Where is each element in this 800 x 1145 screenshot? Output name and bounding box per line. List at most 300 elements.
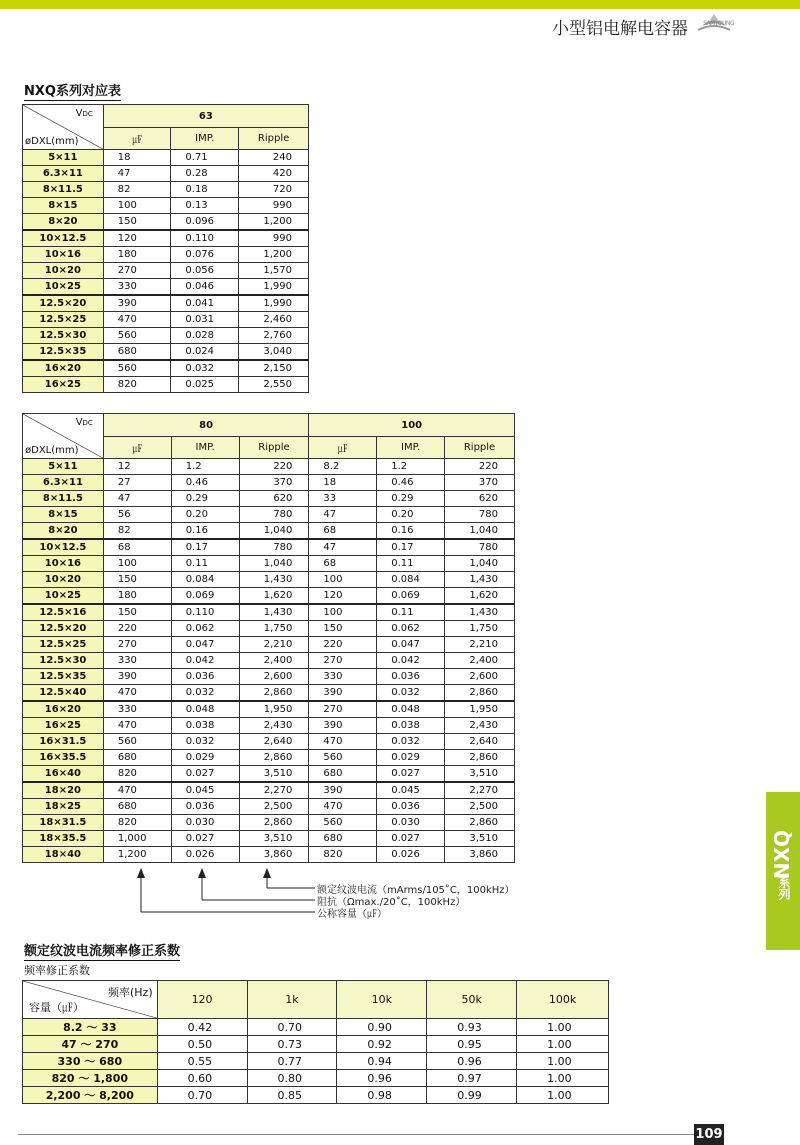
value-cell: 0.032 — [377, 734, 445, 750]
value-cell: 3,040 — [239, 344, 309, 361]
factor-cell: 0.70 — [247, 1019, 337, 1036]
value-cell: 0.038 — [377, 718, 445, 734]
value-cell: 0.041 — [171, 295, 239, 312]
value-cell: 560 — [103, 328, 171, 344]
freq-col: 100k — [517, 981, 609, 1019]
value-cell: 0.031 — [171, 312, 239, 328]
table-row — [23, 263, 309, 279]
col-imp: IMP. — [171, 437, 239, 459]
factor-cell: 0.80 — [247, 1070, 337, 1087]
table-row — [23, 198, 309, 214]
factor-cell: 0.95 — [427, 1036, 517, 1053]
value-cell: 1,620 — [239, 588, 309, 605]
value-cell: 1,040 — [239, 556, 309, 572]
table-row — [23, 556, 515, 572]
value-cell: 27 — [103, 475, 171, 491]
value-cell: 0.032 — [171, 685, 239, 702]
value-cell: 470 — [309, 734, 377, 750]
size-cell: 12.5×30 — [23, 328, 104, 344]
table-row — [23, 799, 515, 815]
value-cell: 0.027 — [377, 831, 445, 847]
size-cell: 10×25 — [23, 588, 104, 605]
value-cell: 2,430 — [239, 718, 309, 734]
value-cell: 47 — [103, 166, 171, 182]
table1-corner-cell — [23, 105, 104, 150]
cap-range-cell: 47 ～ 270 — [23, 1036, 158, 1053]
voltage-header-80: 80 — [103, 414, 309, 437]
value-cell: 0.46 — [377, 475, 445, 491]
value-cell: 0.032 — [171, 734, 239, 750]
value-cell: 390 — [103, 295, 171, 312]
table-row — [23, 831, 515, 847]
value-cell: 0.042 — [377, 653, 445, 669]
value-cell: 150 — [309, 621, 377, 637]
value-cell: 0.29 — [377, 491, 445, 507]
value-cell: 2,400 — [239, 653, 309, 669]
value-cell: 0.028 — [171, 328, 239, 344]
table-row — [23, 1036, 609, 1053]
value-cell: 0.048 — [171, 701, 239, 718]
table-row — [23, 815, 515, 831]
table-row — [23, 491, 515, 507]
value-cell: 0.28 — [171, 166, 239, 182]
value-cell: 82 — [103, 182, 171, 198]
size-cell: 5×11 — [23, 459, 104, 475]
value-cell: 0.045 — [171, 782, 239, 799]
value-cell: 0.110 — [171, 230, 239, 247]
value-cell: 0.027 — [171, 831, 239, 847]
value-cell: 820 — [103, 377, 171, 393]
value-cell: 560 — [309, 750, 377, 766]
value-cell: 270 — [103, 637, 171, 653]
factor-cell: 0.73 — [247, 1036, 337, 1053]
logo-text: SAMYOUNG — [703, 20, 734, 27]
cap-range-cell: 2,200 ～ 8,200 — [23, 1087, 158, 1104]
value-cell: 2,400 — [445, 653, 515, 669]
size-cell: 18×40 — [23, 847, 104, 863]
vdc-label: VDC — [75, 417, 93, 428]
value-cell: 2,460 — [239, 312, 309, 328]
value-cell: 1,430 — [239, 604, 309, 621]
nxq-63v-table — [22, 104, 309, 393]
value-cell: 2,640 — [239, 734, 309, 750]
value-cell: 0.029 — [377, 750, 445, 766]
size-cell: 8×11.5 — [23, 182, 104, 198]
value-cell: 680 — [103, 750, 171, 766]
value-cell: 270 — [309, 701, 377, 718]
factor-cell: 1.00 — [517, 1070, 609, 1087]
value-cell: 0.18 — [171, 182, 239, 198]
value-cell: 0.16 — [377, 523, 445, 540]
size-cell: 10×16 — [23, 247, 104, 263]
value-cell: 330 — [103, 279, 171, 296]
value-cell: 0.062 — [171, 621, 239, 637]
table-row — [23, 459, 515, 475]
factor-cell: 0.98 — [337, 1087, 427, 1104]
value-cell: 470 — [309, 799, 377, 815]
size-cell: 8×11.5 — [23, 491, 104, 507]
value-cell: 2,860 — [445, 750, 515, 766]
value-cell: 12 — [103, 459, 171, 475]
col-cap: ㎌ — [309, 437, 377, 459]
value-cell: 100 — [103, 556, 171, 572]
value-cell: 1,000 — [103, 831, 171, 847]
size-cell: 12.5×25 — [23, 312, 104, 328]
value-cell: 560 — [309, 815, 377, 831]
value-cell: 390 — [103, 669, 171, 685]
value-cell: 0.069 — [377, 588, 445, 605]
col-imp: IMP. — [171, 128, 239, 150]
value-cell: 1,570 — [239, 263, 309, 279]
value-cell: 100 — [103, 198, 171, 214]
section-subtitle: 频率修正系数 — [24, 964, 90, 977]
cap-range-label: 容量（㎌） — [29, 1001, 84, 1014]
table-row — [23, 539, 515, 556]
value-cell: 1,040 — [445, 523, 515, 540]
value-cell: 2,270 — [239, 782, 309, 799]
value-cell: 820 — [309, 847, 377, 863]
value-cell: 2,210 — [239, 637, 309, 653]
table-row — [23, 279, 309, 296]
value-cell: 680 — [103, 799, 171, 815]
value-cell: 1,040 — [445, 556, 515, 572]
table-row — [23, 360, 309, 377]
value-cell: 3,860 — [445, 847, 515, 863]
factor-cell: 0.70 — [157, 1087, 247, 1104]
factor-cell: 0.94 — [337, 1053, 427, 1070]
value-cell: 0.036 — [377, 799, 445, 815]
value-cell: 0.027 — [171, 766, 239, 783]
value-cell: 2,860 — [239, 685, 309, 702]
table-row — [23, 328, 309, 344]
value-cell: 0.11 — [171, 556, 239, 572]
table-row — [23, 150, 309, 166]
size-cell: 12.5×35 — [23, 669, 104, 685]
size-cell: 6.3×11 — [23, 475, 104, 491]
value-cell: 1,950 — [239, 701, 309, 718]
legend-imp: 阻抗（Ωmax./20˚C，100kHz） — [317, 897, 466, 908]
value-cell: 0.046 — [171, 279, 239, 296]
value-cell: 0.024 — [171, 344, 239, 361]
value-cell: 470 — [103, 718, 171, 734]
size-cell: 8×15 — [23, 507, 104, 523]
value-cell: 0.069 — [171, 588, 239, 605]
value-cell: 3,510 — [239, 766, 309, 783]
value-cell: 0.032 — [377, 685, 445, 702]
factor-cell: 0.85 — [247, 1087, 337, 1104]
size-cell: 10×12.5 — [23, 230, 104, 247]
value-cell: 2,430 — [445, 718, 515, 734]
table-row — [23, 1070, 609, 1087]
value-cell: 0.036 — [171, 799, 239, 815]
value-cell: 150 — [103, 214, 171, 231]
value-cell: 2,640 — [445, 734, 515, 750]
factor-cell: 1.00 — [517, 1036, 609, 1053]
value-cell: 0.056 — [171, 263, 239, 279]
value-cell: 220 — [239, 459, 309, 475]
value-cell: 1.2 — [377, 459, 445, 475]
size-cell: 16×25 — [23, 718, 104, 734]
value-cell: 0.047 — [377, 637, 445, 653]
value-cell: 0.042 — [171, 653, 239, 669]
value-cell: 620 — [239, 491, 309, 507]
table-row — [23, 214, 309, 231]
value-cell: 56 — [103, 507, 171, 523]
table-row — [23, 1087, 609, 1104]
value-cell: 0.025 — [171, 377, 239, 393]
value-cell: 1,990 — [239, 279, 309, 296]
nxq-80-100v-table — [22, 413, 515, 863]
header-title: 小型铝电解电容器 — [552, 19, 688, 39]
table-row — [23, 637, 515, 653]
value-cell: 1.2 — [171, 459, 239, 475]
value-cell: 100 — [309, 572, 377, 588]
size-label: øDXL(mm) — [25, 136, 79, 147]
value-cell: 2,600 — [239, 669, 309, 685]
value-cell: 8.2 — [309, 459, 377, 475]
section-title-ripple-factor: 额定纹波电流频率修正系数 — [24, 940, 180, 961]
factor-cell: 0.96 — [337, 1070, 427, 1087]
value-cell: 2,860 — [239, 815, 309, 831]
table-row — [23, 523, 515, 540]
freq-label: 频率(Hz) — [107, 986, 153, 999]
value-cell: 68 — [103, 539, 171, 556]
value-cell: 3,860 — [239, 847, 309, 863]
legend-ripple: 额定纹波电流（mArms/105˚C，100kHz） — [317, 885, 515, 896]
value-cell: 1,990 — [239, 295, 309, 312]
value-cell: 180 — [103, 247, 171, 263]
value-cell: 330 — [103, 701, 171, 718]
size-cell: 12.5×20 — [23, 621, 104, 637]
table-row — [23, 377, 309, 393]
value-cell: 33 — [309, 491, 377, 507]
size-cell: 10×20 — [23, 263, 104, 279]
value-cell: 2,210 — [445, 637, 515, 653]
value-cell: 470 — [103, 312, 171, 328]
value-cell: 820 — [103, 766, 171, 783]
size-cell: 12.5×20 — [23, 295, 104, 312]
table-row — [23, 734, 515, 750]
size-cell: 18×31.5 — [23, 815, 104, 831]
value-cell: 150 — [103, 604, 171, 621]
factor-cell: 0.97 — [427, 1070, 517, 1087]
vdc-label: VDC — [75, 108, 93, 119]
value-cell: 0.110 — [171, 604, 239, 621]
side-tab-series: NXQ — [770, 830, 794, 880]
value-cell: 0.036 — [377, 669, 445, 685]
col-ripple: Ripple — [239, 437, 309, 459]
factor-cell: 1.00 — [517, 1019, 609, 1036]
table-row — [23, 604, 515, 621]
frequency-factor-table — [22, 980, 609, 1104]
table-row — [23, 1053, 609, 1070]
value-cell: 370 — [445, 475, 515, 491]
table-row — [23, 475, 515, 491]
factor-cell: 0.60 — [157, 1070, 247, 1087]
value-cell: 1,750 — [239, 621, 309, 637]
factor-cell: 0.92 — [337, 1036, 427, 1053]
value-cell: 390 — [309, 782, 377, 799]
value-cell: 0.045 — [377, 782, 445, 799]
size-cell: 10×12.5 — [23, 539, 104, 556]
size-cell: 8×20 — [23, 523, 104, 540]
factor-cell: 1.00 — [517, 1053, 609, 1070]
table-row — [23, 182, 309, 198]
value-cell: 0.027 — [377, 766, 445, 783]
value-cell: 1,620 — [445, 588, 515, 605]
size-cell: 6.3×11 — [23, 166, 104, 182]
value-cell: 1,430 — [445, 604, 515, 621]
size-cell: 18×25 — [23, 799, 104, 815]
table-row — [23, 572, 515, 588]
value-cell: 1,200 — [103, 847, 171, 863]
value-cell: 220 — [309, 637, 377, 653]
value-cell: 0.047 — [171, 637, 239, 653]
value-cell: 1,750 — [445, 621, 515, 637]
value-cell: 0.030 — [377, 815, 445, 831]
freq-col: 120 — [157, 981, 247, 1019]
table2-corner-cell — [23, 414, 104, 459]
value-cell: 0.13 — [171, 198, 239, 214]
size-cell: 18×35.5 — [23, 831, 104, 847]
top-accent-line — [0, 8, 800, 9]
factor-cell: 0.42 — [157, 1019, 247, 1036]
size-cell: 16×20 — [23, 360, 104, 377]
table-row — [23, 653, 515, 669]
legend-arrows — [130, 868, 320, 918]
value-cell: 120 — [309, 588, 377, 605]
value-cell: 270 — [309, 653, 377, 669]
table-row — [23, 685, 515, 702]
table-row — [23, 344, 309, 361]
value-cell: 120 — [103, 230, 171, 247]
factor-cell: 0.96 — [427, 1053, 517, 1070]
voltage-header-100: 100 — [309, 414, 515, 437]
value-cell: 1,040 — [239, 523, 309, 540]
cap-range-cell: 8.2 ～ 33 — [23, 1019, 158, 1036]
table-row — [23, 588, 515, 605]
factor-cell: 0.99 — [427, 1087, 517, 1104]
size-cell: 8×15 — [23, 198, 104, 214]
value-cell: 2,860 — [445, 815, 515, 831]
freq-col: 1k — [247, 981, 337, 1019]
col-imp: IMP. — [377, 437, 445, 459]
value-cell: 0.076 — [171, 247, 239, 263]
value-cell: 420 — [239, 166, 309, 182]
value-cell: 2,860 — [239, 750, 309, 766]
value-cell: 560 — [103, 734, 171, 750]
col-ripple: Ripple — [445, 437, 515, 459]
value-cell: 330 — [309, 669, 377, 685]
value-cell: 0.17 — [171, 539, 239, 556]
value-cell: 990 — [239, 230, 309, 247]
value-cell: 0.20 — [171, 507, 239, 523]
value-cell: 470 — [103, 685, 171, 702]
table-row — [23, 507, 515, 523]
value-cell: 720 — [239, 182, 309, 198]
value-cell: 390 — [309, 685, 377, 702]
value-cell: 0.029 — [171, 750, 239, 766]
table-row — [23, 701, 515, 718]
table-row — [23, 247, 309, 263]
value-cell: 1,430 — [239, 572, 309, 588]
value-cell: 0.026 — [171, 847, 239, 863]
value-cell: 1,200 — [239, 214, 309, 231]
value-cell: 2,500 — [239, 799, 309, 815]
value-cell: 270 — [103, 263, 171, 279]
size-cell: 16×25 — [23, 377, 104, 393]
value-cell: 2,860 — [445, 685, 515, 702]
value-cell: 18 — [309, 475, 377, 491]
value-cell: 0.11 — [377, 604, 445, 621]
size-cell: 16×40 — [23, 766, 104, 783]
table-row — [23, 166, 309, 182]
size-cell: 16×20 — [23, 701, 104, 718]
side-tab-suffix: 系列 — [777, 876, 791, 900]
value-cell: 780 — [445, 507, 515, 523]
value-cell: 390 — [309, 718, 377, 734]
size-cell: 18×20 — [23, 782, 104, 799]
size-cell: 16×35.5 — [23, 750, 104, 766]
factor-cell: 0.93 — [427, 1019, 517, 1036]
size-cell: 5×11 — [23, 150, 104, 166]
value-cell: 0.030 — [171, 815, 239, 831]
value-cell: 180 — [103, 588, 171, 605]
table3-corner-cell — [23, 981, 158, 1019]
value-cell: 68 — [309, 523, 377, 540]
table-row — [23, 718, 515, 734]
value-cell: 47 — [103, 491, 171, 507]
cap-range-cell: 330 ～ 680 — [23, 1053, 158, 1070]
table-row — [23, 782, 515, 799]
size-cell: 12.5×30 — [23, 653, 104, 669]
value-cell: 150 — [103, 572, 171, 588]
value-cell: 2,600 — [445, 669, 515, 685]
size-cell: 8×20 — [23, 214, 104, 231]
table-row — [23, 312, 309, 328]
value-cell: 0.46 — [171, 475, 239, 491]
series-side-tab — [766, 792, 800, 950]
factor-cell: 1.00 — [517, 1087, 609, 1104]
value-cell: 0.084 — [377, 572, 445, 588]
value-cell: 330 — [103, 653, 171, 669]
col-ripple: Ripple — [239, 128, 309, 150]
value-cell: 0.16 — [171, 523, 239, 540]
factor-cell: 0.55 — [157, 1053, 247, 1070]
value-cell: 780 — [445, 539, 515, 556]
table-row — [23, 295, 309, 312]
freq-col: 50k — [427, 981, 517, 1019]
value-cell: 18 — [103, 150, 171, 166]
value-cell: 990 — [239, 198, 309, 214]
value-cell: 0.096 — [171, 214, 239, 231]
size-cell: 10×25 — [23, 279, 104, 296]
col-cap: ㎌ — [103, 128, 171, 150]
value-cell: 68 — [309, 556, 377, 572]
value-cell: 0.036 — [171, 669, 239, 685]
size-cell: 16×31.5 — [23, 734, 104, 750]
value-cell: 2,550 — [239, 377, 309, 393]
value-cell: 0.048 — [377, 701, 445, 718]
value-cell: 0.71 — [171, 150, 239, 166]
value-cell: 82 — [103, 523, 171, 540]
value-cell: 1,430 — [445, 572, 515, 588]
section-title-nxq: NXQ系列对应表 — [24, 80, 121, 101]
value-cell: 0.11 — [377, 556, 445, 572]
value-cell: 220 — [445, 459, 515, 475]
value-cell: 0.026 — [377, 847, 445, 863]
value-cell: 0.084 — [171, 572, 239, 588]
